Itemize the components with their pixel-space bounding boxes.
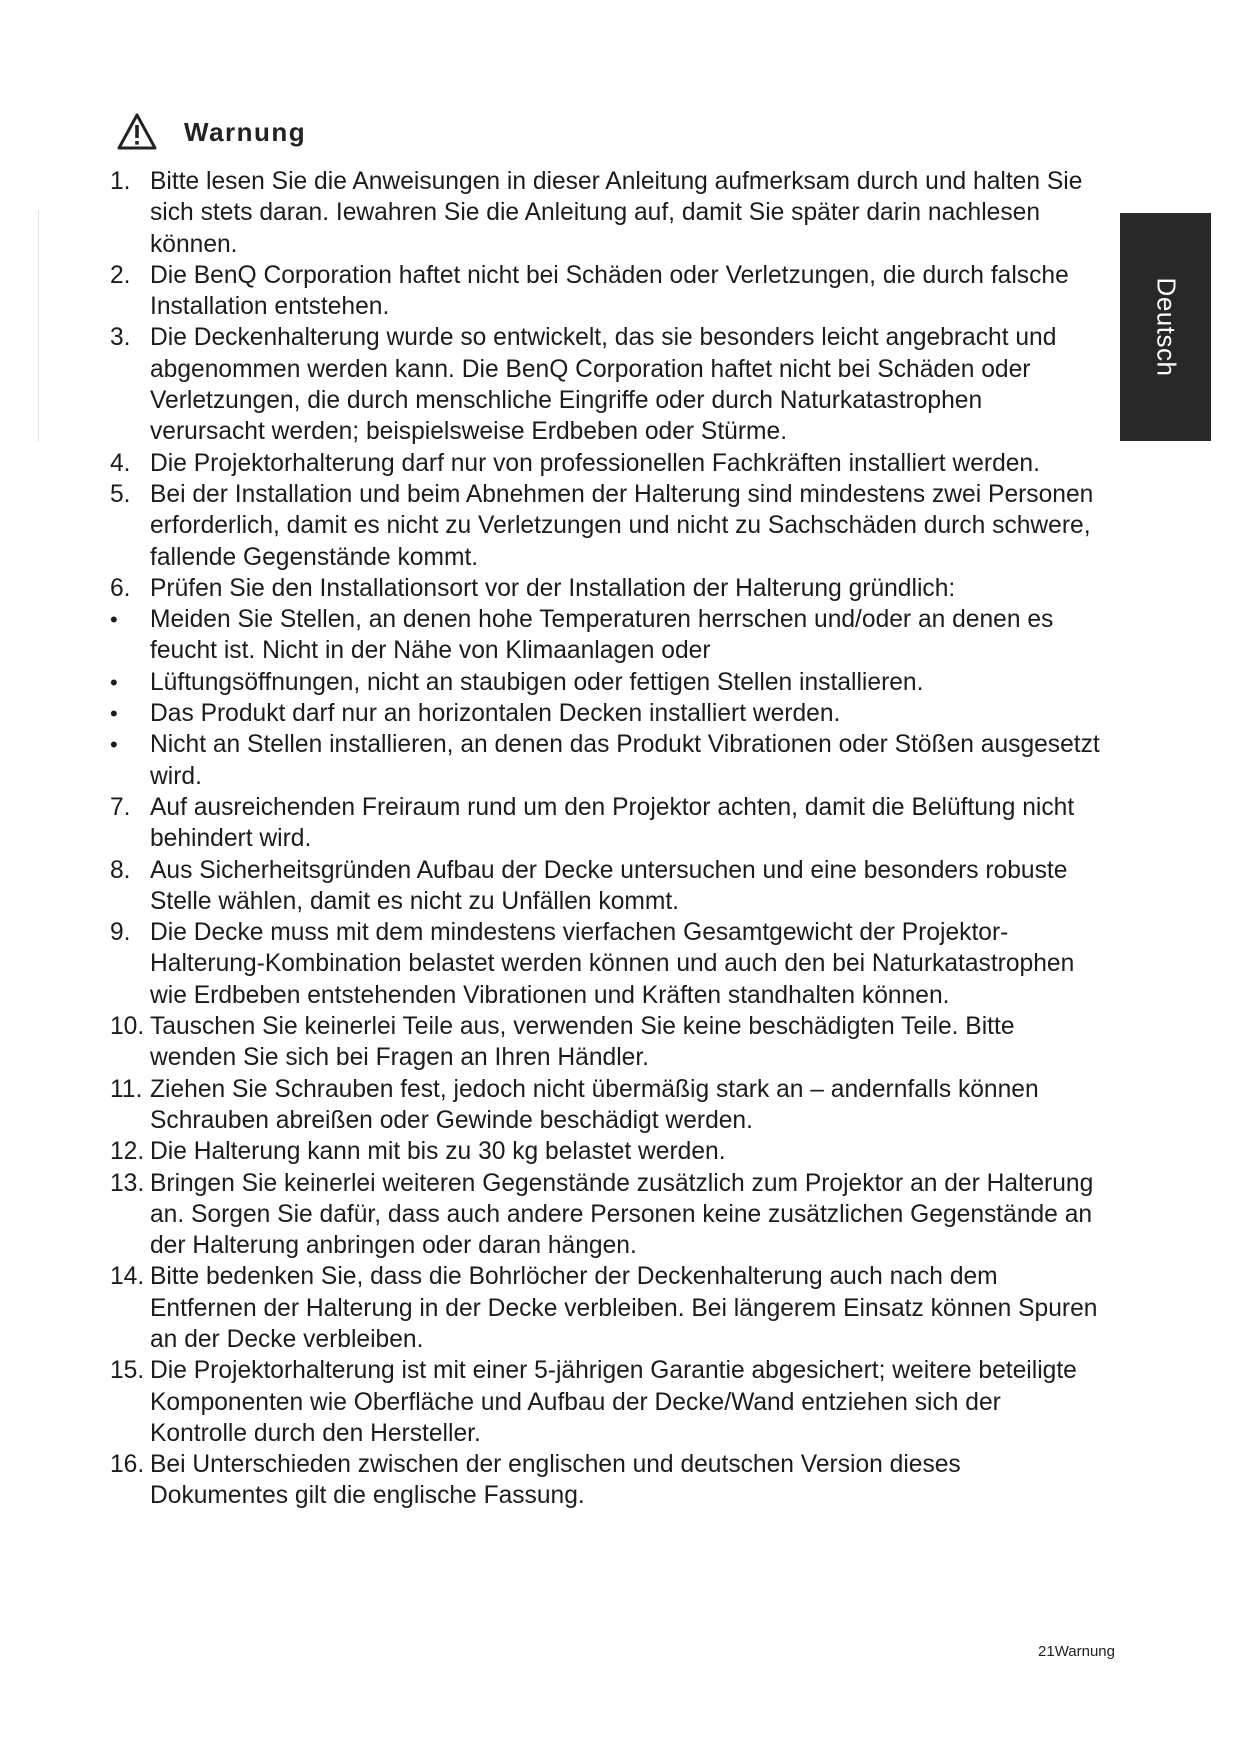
list-item-marker: 2.	[110, 261, 131, 289]
list-item-marker: 15.	[110, 1357, 145, 1385]
list-item-text: Bitte bedenken Sie, dass die Bohrlöcher der Deckenhalterung auch nach dem Entfernen der Halterung in der Decke verbleiben. Bei längerem Einsatz können Spuren an der Decke verbleiben.	[150, 1263, 1098, 1353]
list-item-marker: 10.	[110, 1013, 145, 1041]
bullet-item-text: Das Produkt darf nur an horizontalen Decken installiert werden.	[150, 700, 841, 728]
list-item-text: Die Projektorhalterung darf nur von professionellen Fachkräften installiert werden.	[150, 449, 1040, 477]
language-tab-label: Deutsch	[1151, 277, 1181, 377]
list-item-text: Ziehen Sie Schrauben fest, jedoch nicht übermäßig stark an – andernfalls können Schrauben abreißen oder Gewinde beschädigt werden.	[150, 1075, 1039, 1134]
list-item-text: Die Decke muss mit dem mindestens vierfachen Gesamtgewicht der Projektor-Halterung-Kombination belastet werden können und auch den bei Naturkatastrophen wie Erdbeben entstehenden Vibrationen und Kräften standhalten können.	[150, 919, 1075, 1009]
list-item-text: Tauschen Sie keinerlei Teile aus, verwenden Sie keine beschädigten Teile. Bitte wenden Sie sich bei Fragen an Ihren Händler.	[150, 1013, 1015, 1072]
list-item-marker: 7.	[110, 793, 131, 821]
list-item-text: Bitte lesen Sie die Anweisungen in dieser Anleitung aufmerksam durch und halten Sie sich stets daran. Iewahren Sie die Anleitung auf, damit Sie später darin nachlesen können.	[150, 168, 1083, 258]
list-item-text: Bei Unterschieden zwischen der englischen und deutschen Version dieses Dokumentes gilt die englische Fassung.	[150, 1451, 961, 1510]
list-item-marker: 13.	[110, 1169, 145, 1197]
list-item-marker: 3.	[110, 324, 131, 352]
list-item	[110, 792, 1100, 855]
list-item	[110, 1136, 1100, 1167]
list-item-text: Bringen Sie keinerlei weiteren Gegenstände zusätzlich zum Projektor an der Halterung an. Sorgen Sie dafür, dass auch andere Personen keine zusätzlichen Gegenstände an der Halterung anbringen oder daran hängen.	[150, 1169, 1094, 1260]
bullet-item	[110, 604, 1100, 667]
list-item-text: Aus Sicherheitsgründen Aufbau der Decke untersuchen und eine besonders robuste Stelle wählen, damit es nicht zu Unfällen kommt.	[150, 856, 1068, 915]
list-item-text: Auf ausreichenden Freiraum rund um den Projektor achten, damit die Belüftung nicht behindert wird.	[150, 793, 1075, 853]
list-item-marker: 9.	[110, 919, 131, 947]
list-item-text: Die Deckenhalterung wurde so entwickelt, das sie besonders leicht angebracht und abgenommen werden kann. Die BenQ Corporation haftet nicht bei Schäden oder Verletzungen, die durch menschliche Eingriffe oder durch Naturkatastrophen verursacht werden; beispielsweise Erdbeben oder Stürme.	[150, 324, 1057, 446]
list-item-marker: 8.	[110, 856, 131, 884]
bullet-item	[110, 667, 1100, 698]
list-item-text: Prüfen Sie den Installationsort vor der Installation der Halterung gründlich:	[150, 574, 956, 602]
list-item	[110, 1168, 1100, 1262]
list-item-marker: 14.	[110, 1263, 145, 1291]
list-item-marker: 6.	[110, 574, 131, 602]
bullet-item-text: Lüftungsöffnungen, nicht an staubigen oder fettigen Stellen installieren.	[150, 668, 924, 696]
list-item	[110, 166, 1100, 260]
margin-line	[38, 210, 39, 442]
list-item	[110, 1074, 1100, 1137]
list-item	[110, 1261, 1100, 1355]
list-item	[110, 479, 1100, 573]
footer-section: Warnung	[1054, 1643, 1115, 1660]
page-footer	[1038, 1643, 1115, 1660]
list-item	[110, 1355, 1100, 1449]
list-item	[110, 260, 1100, 323]
bullet-marker: •	[110, 732, 118, 758]
list-item-text: Die Halterung kann mit bis zu 30 kg belastet werden.	[150, 1138, 726, 1166]
warning-list	[110, 166, 1100, 1512]
bullet-item-text: Nicht an Stellen installieren, an denen das Produkt Vibrationen oder Stößen ausgesetzt wird.	[150, 731, 1100, 790]
page-number: 21	[1038, 1643, 1055, 1660]
bullet-item	[110, 698, 1100, 729]
list-item-marker: 16.	[110, 1451, 145, 1479]
list-item	[110, 448, 1100, 479]
language-tab	[1120, 213, 1211, 441]
list-item	[110, 917, 1100, 1011]
warning-heading	[116, 112, 306, 152]
page-title: Warnung	[184, 116, 307, 147]
bullet-item	[110, 729, 1100, 792]
list-item-marker: 4.	[110, 449, 131, 477]
list-item-marker: 11.	[110, 1075, 143, 1103]
list-item-text: Die BenQ Corporation haftet nicht bei Schäden oder Verletzungen, die durch falsche Installation entstehen.	[150, 261, 1069, 321]
list-item	[110, 1011, 1100, 1074]
bullet-item-text: Meiden Sie Stellen, an denen hohe Temperaturen herrschen und/oder an denen es feucht ist. Nicht in der Nähe von Klimaanlagen oder	[150, 606, 1054, 665]
warning-triangle-icon	[116, 112, 158, 152]
list-item-marker: 12.	[110, 1138, 145, 1166]
list-item-text: Die Projektorhalterung ist mit einer 5-jährigen Garantie abgesichert; weitere beteiligte Komponenten wie Oberfläche und Aufbau der Decke/Wand entziehen sich der Kontrolle durch den Hersteller.	[150, 1357, 1077, 1447]
list-item-text: Bei der Installation und beim Abnehmen der Halterung sind mindestens zwei Personen erforderlich, damit es nicht zu Verletzungen und nicht zu Sachschäden durch schwere, fallende Gegenstände kommt.	[150, 480, 1094, 571]
list-item	[110, 1449, 1100, 1512]
list-item	[110, 573, 1100, 604]
list-item	[110, 855, 1100, 918]
list-item-marker: 1.	[110, 168, 131, 195]
bullet-marker: •	[110, 701, 118, 727]
bullet-marker: •	[110, 607, 118, 633]
bullet-marker: •	[110, 669, 118, 695]
list-item	[110, 322, 1100, 447]
list-item-marker: 5.	[110, 480, 131, 508]
